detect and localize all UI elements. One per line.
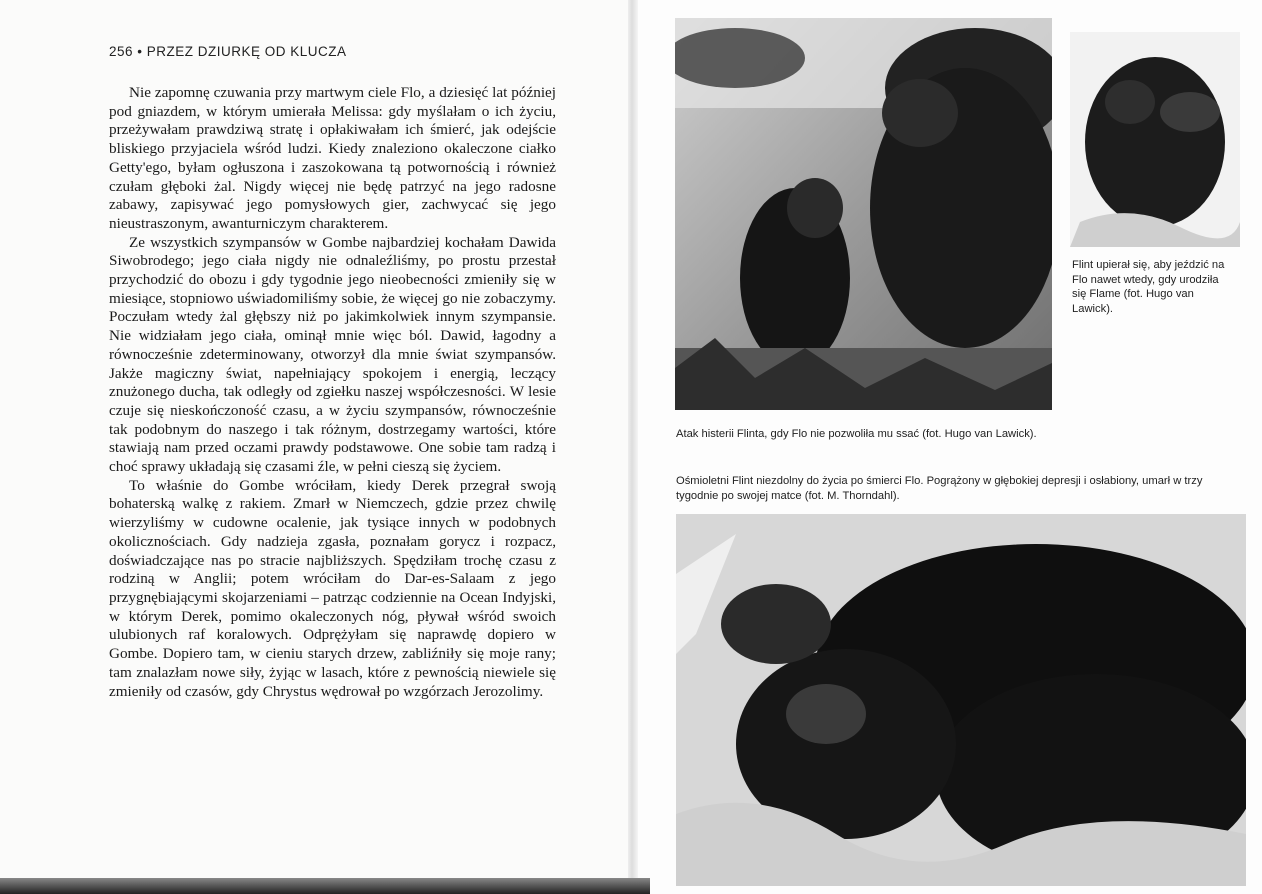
photo-3-image <box>676 514 1246 886</box>
caption-bottom: Ośmioletni Flint niezdolny do życia po śmierci Flo. Pogrążony w głębokiej depresji i osłabiony, umarł w trzy tygodnie po swojej matce (fot. M. Thorndahl). <box>676 475 1203 502</box>
running-head: 256 • PRZEZ DZIURKĘ OD KLUCZA <box>109 44 347 59</box>
photo-chimp-lying <box>676 514 1246 886</box>
photo-1-image <box>675 18 1052 410</box>
paragraph: To właśnie do Gombe wróciłam, kiedy Derek przegrał swoją bohaterską walkę z rakiem. Zmarł w Niemczech, gdzie przez chwilę wierzyliśmy w cudowne ocalenie, jak tysiące innych w podobnych okolicznościach. Gdy nadzieja zgasła, poznałam gorycz i rozpacz, doświadczające nas po stracie najbliższych. Spędziłam trochę czasu z rodziną w Anglii; potem wróciłam do Dar-es-Salaam z jego przygnębiającymi skojarzeniami – patrząc codziennie na Ocean Indyjski, w którym Derek, pomimo okaleczonych nóg, pływał wśród swoich ulubionych raf koralowych. Odprężyłam się naprawdę dopiero w Gombe. Dopiero tam, w cieniu starych drzew, zabliźniły się moje rany; tam znalazłam nowe siły, żyjąc w lasach, które z pewnością niewiele się zmieniły od czasów, gdy Chrystus wędrował po wzgórzach Jerozolimy. <box>109 476 556 700</box>
caption-middle-left: Atak histerii Flinta, gdy Flo nie pozwoliła mu ssać (fot. Hugo van Lawick). <box>676 428 1037 440</box>
body-text <box>109 84 556 701</box>
book-gutter <box>628 0 638 894</box>
photo-chimp-with-infant <box>1070 32 1240 247</box>
paragraph: Ze wszystkich szympansów w Gombe najbardziej kochałam Dawida Siwobrodego; jego ciała nigdy nie odnaleźliśmy, po prostu przestał przychodzić do obozu i gdy tygodnie jego nieobecności zmieniły się w miesiące, stopniowo uświadomiliśmy sobie, że więcej go nie zobaczymy. Poczułam wtedy żal głębszy niż po jakimkolwiek innym szympansie. Nie widziałam jego ciała, ominął mnie więc ból. Dawid, łagodny a równocześnie zdeterminowany, otworzył dla mnie świat szympansów. Jakże magiczny świat, napełniający spokojem i energią, leczący znużonego ducha, tak odległy od zgiełku naszej współczesności. W lesie czuje się nieskończoność czasu, a w życiu szympansów, równocześnie tak podobnym do naszego i tak różnym, dostrzegamy wartości, które stawiają nam przed oczami prawdy podstawowe. One sobie tam radzą i choć sprawy układają się czasami źle, w pełni cieszą się życiem. <box>109 233 556 476</box>
paragraph: Nie zapomnę czuwania przy martwym ciele Flo, a dziesięć lat później pod gniazdem, w którym umierała Melissa: gdy myślałam o ich życiu, przeżywałam prawdziwą stratę i opłakiwałam ich śmierć, jak odejście bliskiego przyjaciela wśród ludzi. Kiedy znaleziono okaleczone ciałko Getty'ego, byłam ogłuszona i zaszokowana tą potwornością i również czułam głęboki żal. Nigdy więcej nie będę patrzyć na jego radosne zabawy, zapisywać jego pomysłowych gier, zachwycać się jego nieustraszonym, awanturniczym charakterem. <box>109 84 556 232</box>
caption-top-right: Flint upierał się, aby jeździć na Flo nawet wtedy, gdy urodziła się Flame (fot. Hugo van Lawick). <box>1072 259 1225 315</box>
photo-chimp-mother-juvenile <box>675 18 1052 410</box>
photo-2-image <box>1070 32 1240 247</box>
page-edge-shadow <box>0 878 650 894</box>
